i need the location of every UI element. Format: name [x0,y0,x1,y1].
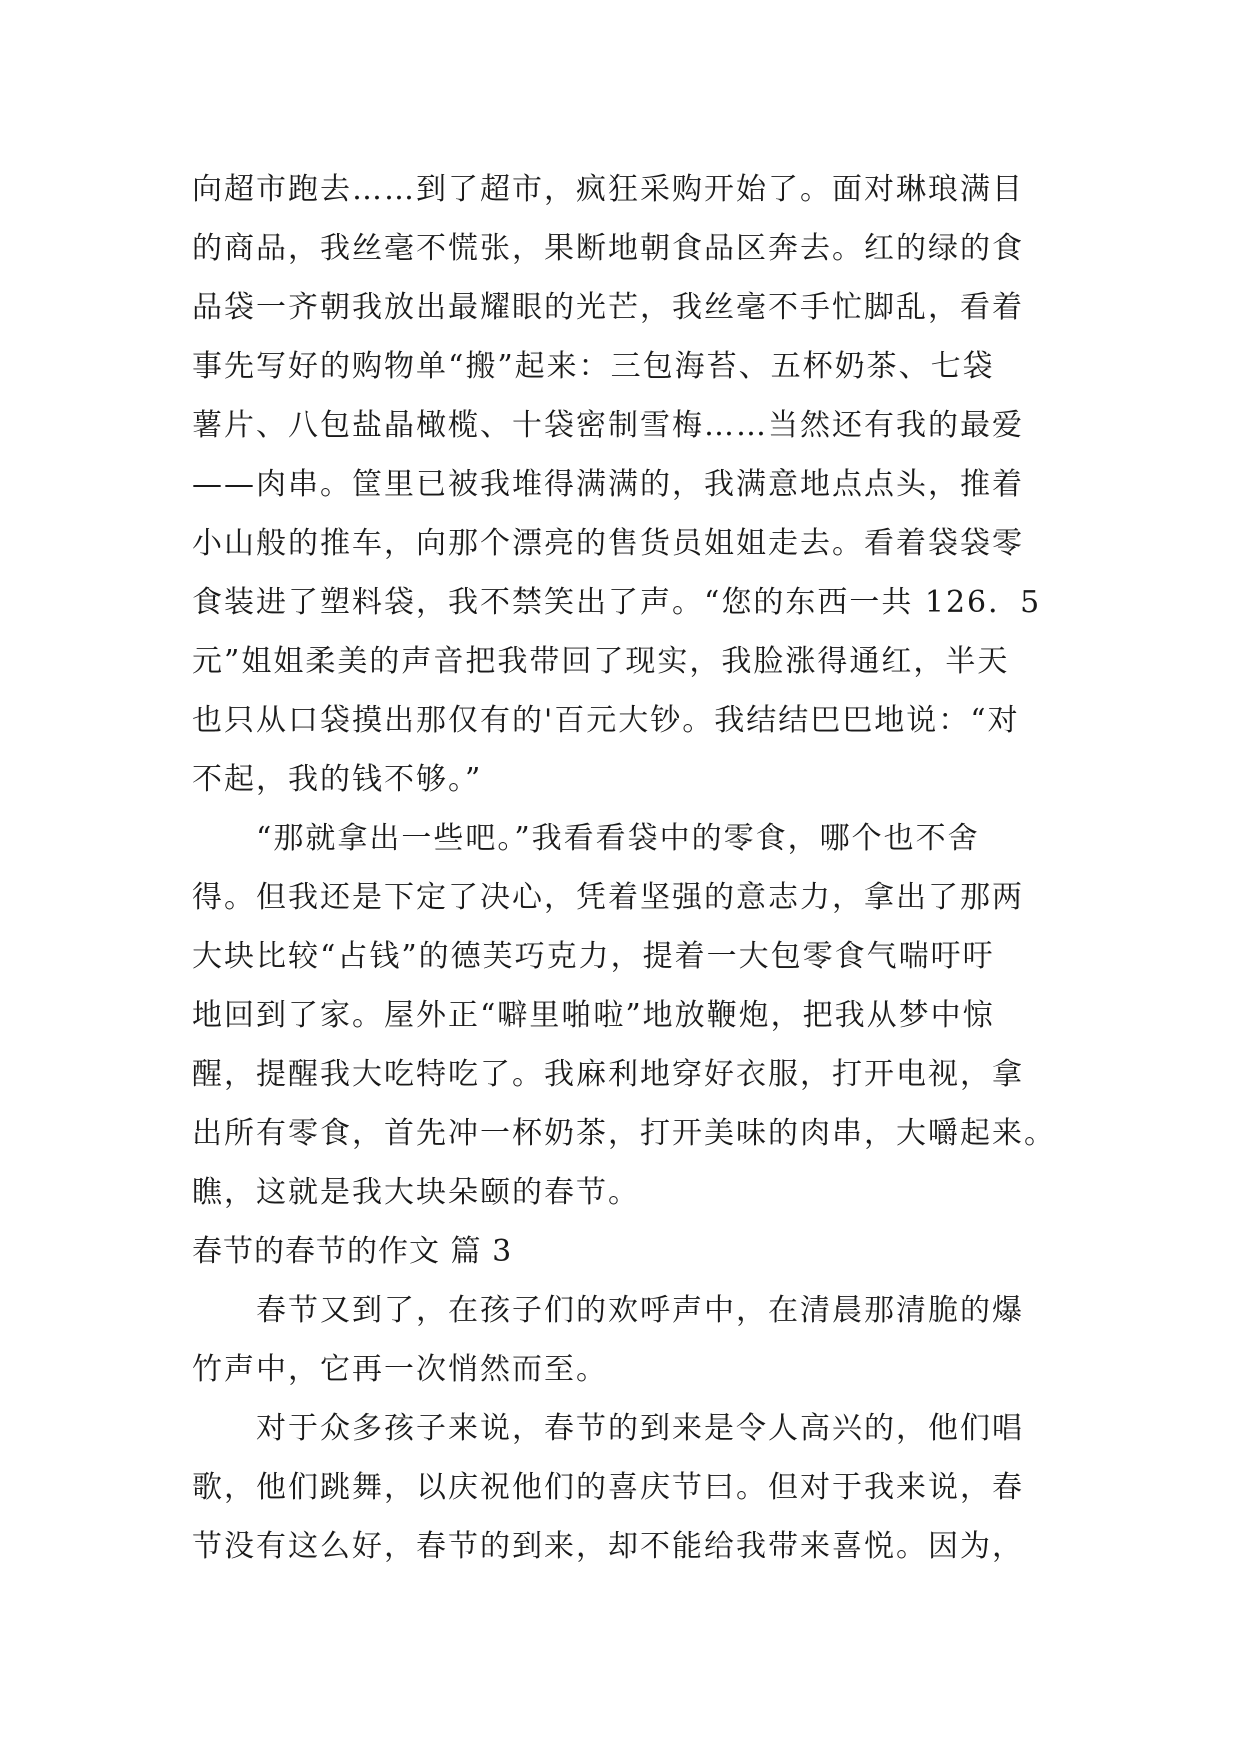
text-line: 向超市跑去……到了超市，疯狂采购开始了。面对琳琅满目 [192,172,1024,207]
text-line: 食装进了塑料袋，我不禁笑出了声。“您的东西一共 126．5 [192,585,1042,620]
text-line: 元”姐姐柔美的声音把我带回了现实，我脸涨得通红，半天 [192,644,1010,679]
text-line: 不起，我的钱不够。” [192,762,483,797]
paragraph-start-line: “那就拿出一些吧。”我看看袋中的零食，哪个也不舍 [256,821,980,856]
text-line: ——肉串。筐里已被我堆得满满的，我满意地点点头，推着 [192,467,1024,502]
text-line: 小山般的推车，向那个漂亮的售货员姐姐走去。看着袋袋零 [192,526,1024,561]
text-line: 醒，提醒我大吃特吃了。我麻利地穿好衣服，打开电视，拿 [192,1057,1024,1092]
text-line: 瞧，这就是我大块朵颐的春节。 [192,1175,640,1210]
text-line: 竹声中，它再一次悄然而至。 [192,1352,608,1387]
text-line: 地回到了家。屋外正“噼里啪啦”地放鞭炮，把我从梦中惊 [192,998,995,1033]
text-line: 的商品，我丝毫不慌张，果断地朝食品区奔去。红的绿的食 [192,231,1024,266]
text-line: 品袋一齐朝我放出最耀眼的光芒，我丝毫不手忙脚乱，看着 [192,290,1024,325]
text-line: 出所有零食，首先冲一杯奶茶，打开美味的肉串，大嚼起来。 [192,1116,1056,1151]
text-line: 事先写好的购物单“搬”起来：三包海苔、五杯奶茶、七袋 [192,349,995,384]
text-line: 得。但我还是下定了决心，凭着坚强的意志力，拿出了那两 [192,880,1024,915]
text-line: 节没有这么好，春节的到来，却不能给我带来喜悦。因为， [192,1529,1024,1564]
paragraph-start-line: 对于众多孩子来说，春节的到来是令人高兴的，他们唱 [256,1411,1024,1446]
paragraph-start-line: 春节又到了，在孩子们的欢呼声中，在清晨那清脆的爆 [256,1293,1024,1328]
text-line: 薯片、八包盐晶橄榄、十袋密制雪梅……当然还有我的最爱 [192,408,1024,443]
text-line: 也只从口袋摸出那仅有的'百元大钞。我结结巴巴地说：“对 [192,703,1020,738]
text-line: 大块比较“占钱”的德芙巧克力，提着一大包零食气喘吁吁 [192,939,995,974]
document-page [192,160,1062,1576]
section-heading: 春节的春节的作文 篇 3 [192,1234,513,1269]
text-line: 歌，他们跳舞，以庆祝他们的喜庆节曰。但对于我来说，春 [192,1470,1024,1505]
